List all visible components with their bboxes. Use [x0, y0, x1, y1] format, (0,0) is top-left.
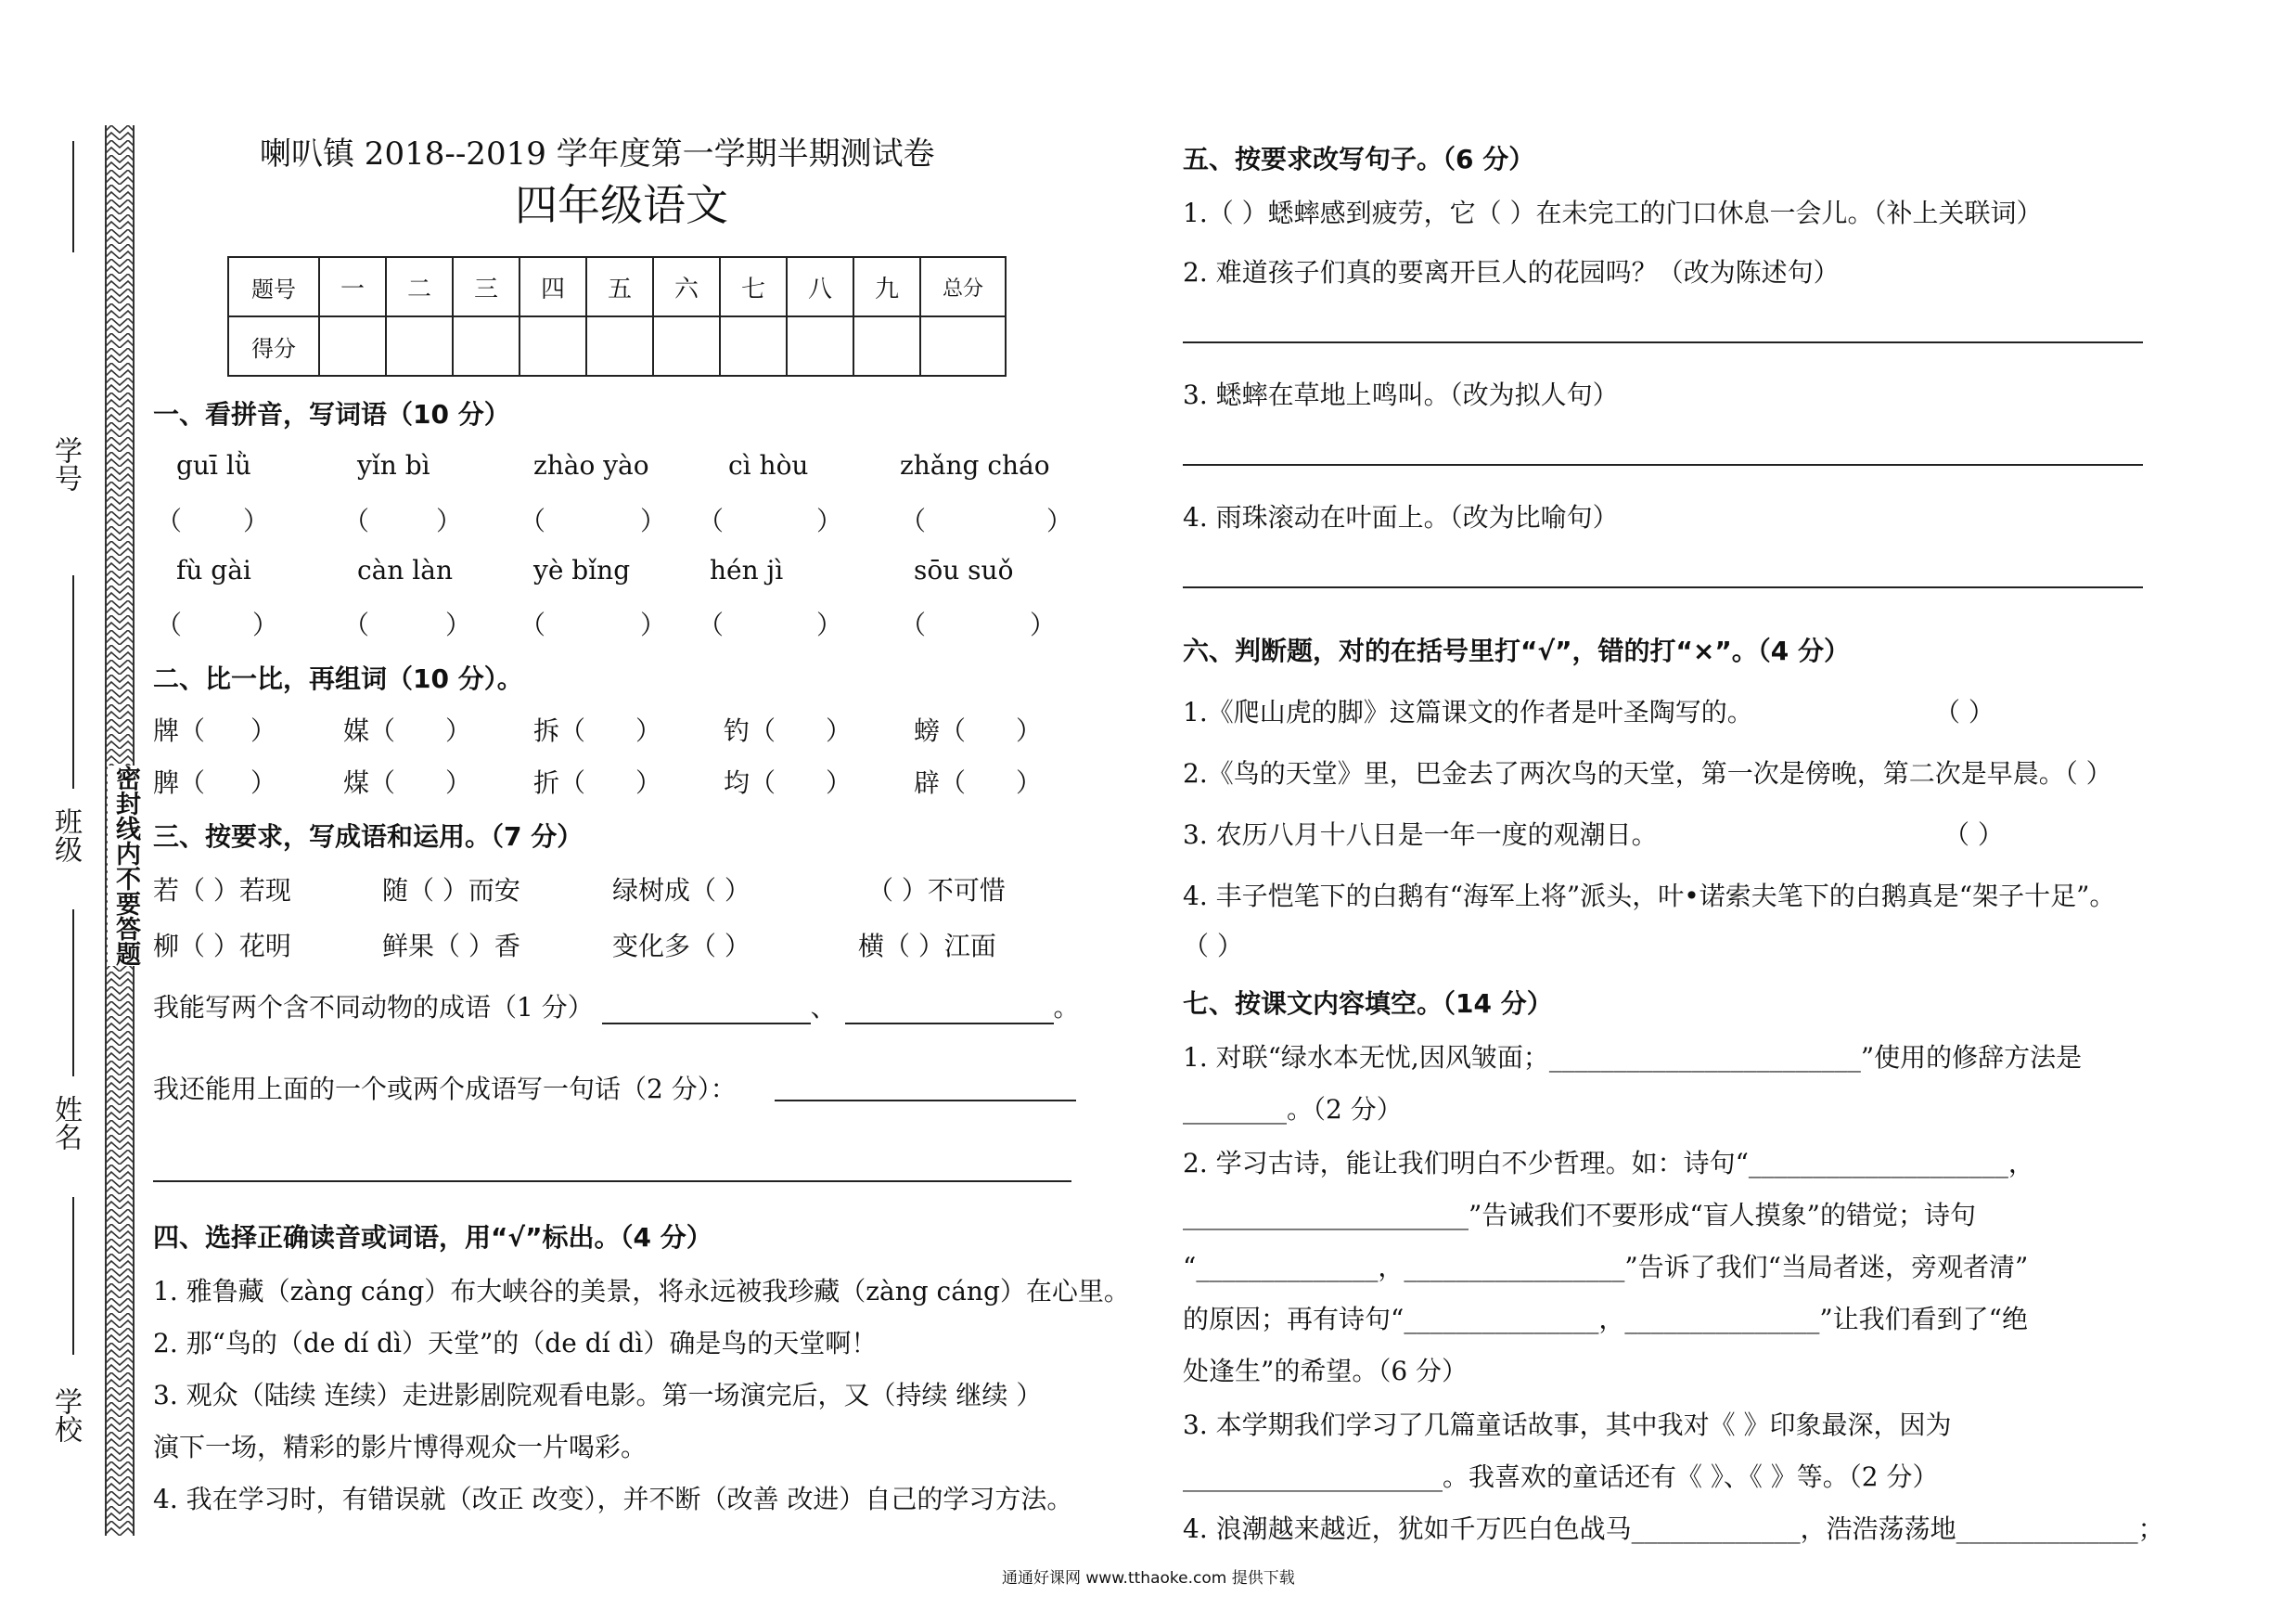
- score-cell: 三: [453, 257, 519, 316]
- section-6-heading: 六、判断题，对的在括号里打“√”，错的打“×”。（4 分）: [1183, 636, 1850, 666]
- idiom-item[interactable]: 若（ ）若现: [153, 875, 291, 906]
- answer-paren-open: （: [343, 506, 370, 536]
- char-compare-close[interactable]: ）: [445, 767, 472, 798]
- answer-paren-open: （: [519, 610, 546, 640]
- section-3-heading: 三、按要求，写成语和运用。（7 分）: [153, 821, 584, 852]
- answer-paren-close[interactable]: ）: [640, 610, 667, 640]
- choice-item[interactable]: 1. 雅鲁藏（zàng cáng）布大峡谷的美景，将永远被我珍藏（zàng cáng）在心里。: [153, 1276, 1130, 1307]
- idiom-sentence-blank-2[interactable]: [153, 1180, 1071, 1182]
- char-compare-close[interactable]: ）: [1016, 767, 1043, 798]
- rewrite-item: 2. 难道孩子们真的要离开巨人的花园吗？（改为陈述句）: [1183, 257, 1840, 288]
- idiom-animal-prompt: [153, 987, 1080, 1024]
- judge-item: 1.《爬山虎的脚》这篇课文的作者是叶圣陶写的。: [1183, 697, 1753, 727]
- pinyin: hén jì: [710, 555, 784, 586]
- fill-item[interactable]: 1. 对联“绿水本无忧,因风皱面；________________________”使用的修辞方法是: [1183, 1042, 2083, 1073]
- answer-paren-close[interactable]: ）: [640, 506, 667, 536]
- fill-item[interactable]: ____________________。我喜欢的童话还有《 》、《 》等。（2 分）: [1183, 1461, 1939, 1492]
- margin-label-xuexiao: 学校: [49, 1387, 82, 1443]
- fill-item[interactable]: “______________，_________________”告诉了我们“当局者迷，旁观者清”: [1183, 1252, 2029, 1282]
- score-cell: 九: [853, 257, 920, 316]
- score-input-cell[interactable]: [920, 316, 1006, 376]
- score-input-cell[interactable]: [653, 316, 720, 376]
- char-compare-close[interactable]: ）: [635, 715, 662, 746]
- answer-paren-open: （: [519, 506, 546, 536]
- char-compare-item: 牌（: [153, 715, 206, 746]
- answer-paren-open: （: [698, 610, 725, 640]
- pinyin: sōu suǒ: [914, 555, 1014, 586]
- idiom-item[interactable]: 变化多（ ）: [612, 931, 750, 961]
- section-4-heading: 四、选择正确读音或词语，用“√”标出。（4 分）: [153, 1222, 712, 1253]
- pinyin: guī lǜ: [176, 450, 251, 481]
- answer-paren-open: （: [698, 506, 725, 536]
- char-compare-item: 辟（: [914, 767, 967, 798]
- pinyin: yè bǐng: [533, 555, 631, 586]
- score-input-cell[interactable]: [519, 316, 586, 376]
- judge-answer-paren[interactable]: （ ）: [1934, 697, 1995, 727]
- section-5-heading: 五、按要求改写句子。（6 分）: [1183, 144, 1535, 174]
- fill-item[interactable]: ______________________”告诫我们不要形成“盲人摸象”的错觉；诗句: [1183, 1200, 1976, 1230]
- pinyin: zhào yào: [533, 450, 649, 481]
- char-compare-close[interactable]: ）: [826, 767, 853, 798]
- fill-item[interactable]: 2. 学习古诗，能让我们明白不少哲理。如：诗句“____________________，: [1183, 1148, 2034, 1178]
- idiom-item[interactable]: （ ）不可惜: [867, 875, 1006, 906]
- choice-item[interactable]: 2. 那“鸟的（de dí dì）天堂”的（de dí dì）确是鸟的天堂啊！: [153, 1328, 878, 1358]
- pinyin: cì hòu: [728, 450, 809, 481]
- section-2-heading: 二、比一比，再组词（10 分）。: [153, 663, 523, 694]
- margin-line-4: [72, 1197, 74, 1355]
- idiom-item[interactable]: 横（ ）江面: [858, 931, 996, 961]
- answer-paren-open: （: [156, 610, 183, 640]
- score-cell-label: 题号: [228, 257, 319, 316]
- idiom-animal-blank-1[interactable]: [602, 997, 811, 1024]
- score-table: [227, 256, 1007, 377]
- score-cell: 八: [787, 257, 853, 316]
- answer-paren-close[interactable]: ）: [816, 506, 843, 536]
- answer-paren-close[interactable]: ）: [1030, 610, 1057, 640]
- char-compare-item: 脾（: [153, 767, 206, 798]
- answer-paren-close[interactable]: ）: [243, 506, 270, 536]
- idiom-animal-label: 我能写两个含不同动物的成语（1 分）: [153, 992, 594, 1023]
- score-cell: 六: [653, 257, 720, 316]
- judge-answer-paren[interactable]: （ ）: [1183, 931, 1243, 961]
- score-row-label: 得分: [228, 316, 319, 376]
- idiom-item[interactable]: 绿树成（ ）: [612, 875, 750, 906]
- char-compare-close[interactable]: ）: [635, 767, 662, 798]
- choice-item[interactable]: 3. 观众（陆续 连续）走进影剧院观看电影。第一场演完后，又（持续 继续 ）: [153, 1380, 1043, 1410]
- margin-label-xingming: 姓名: [49, 1095, 82, 1151]
- answer-paren-close[interactable]: ）: [252, 610, 279, 640]
- score-input-cell[interactable]: [319, 316, 386, 376]
- char-compare-item: 钓（: [724, 715, 776, 746]
- choice-item[interactable]: 4. 我在学习时，有错误就（改正 改变），并不断（改善 改进）自己的学习方法。: [153, 1484, 1073, 1514]
- fill-item[interactable]: 4. 浪潮越来越近，犹如千万匹白色战马_____________，浩浩荡荡地______________；: [1183, 1513, 2164, 1544]
- period: 。: [1053, 992, 1080, 1023]
- score-input-cell[interactable]: [386, 316, 453, 376]
- fill-item: 处逢生”的希望。（6 分）: [1183, 1356, 1469, 1386]
- char-compare-item: 媒（: [343, 715, 396, 746]
- section-7-heading: 七、按课文内容填空。（14 分）: [1183, 988, 1553, 1019]
- rewrite-answer-line[interactable]: [1183, 586, 2143, 588]
- char-compare-item: 拆（: [533, 715, 586, 746]
- answer-paren-open: （: [900, 506, 927, 536]
- rewrite-item[interactable]: 1.（ ）蟋蟀感到疲劳，它（ ）在未完工的门口休息一会儿。（补上关联词）: [1183, 198, 2043, 228]
- score-input-cell[interactable]: [787, 316, 853, 376]
- answer-paren-close[interactable]: ）: [816, 610, 843, 640]
- margin-line-1: [72, 141, 74, 252]
- fill-item[interactable]: 的原因；再有诗句“_______________，_______________”让我们看到了“绝: [1183, 1304, 2028, 1334]
- char-compare-close[interactable]: ）: [826, 715, 853, 746]
- idiom-sentence-prompt: 我还能用上面的一个或两个成语写一句话（2 分）：: [153, 1074, 737, 1104]
- fill-item[interactable]: 3. 本学期我们学习了几篇童话故事，其中我对《 》印象最深，因为: [1183, 1410, 1952, 1440]
- idiom-animal-blank-2[interactable]: [845, 997, 1054, 1024]
- judge-item: 4. 丰子恺笔下的白鹅有“海军上将”派头，叶•诺索夫笔下的白鹅真是“架子十足”。: [1183, 881, 2116, 911]
- rewrite-item: 4. 雨珠滚动在叶面上。（改为比喻句）: [1183, 502, 1619, 533]
- rewrite-item: 3. 蟋蟀在草地上鸣叫。（改为拟人句）: [1183, 380, 1619, 410]
- judge-answer-paren[interactable]: （ ）: [1943, 819, 2004, 850]
- judge-item: 3. 农历八月十八日是一年一度的观潮日。: [1183, 819, 1658, 850]
- char-compare-close[interactable]: ）: [250, 715, 277, 746]
- score-input-cell[interactable]: [720, 316, 787, 376]
- margin-line-3: [72, 909, 74, 1076]
- score-cell: 一: [319, 257, 386, 316]
- page-title: 喇叭镇 2018--2019 学年度第一学期半期测试卷: [260, 135, 935, 173]
- rewrite-answer-line[interactable]: [1183, 464, 2143, 466]
- section-1-heading: 一、看拼音，写词语（10 分）: [153, 399, 510, 430]
- char-compare-close[interactable]: ）: [250, 767, 277, 798]
- char-compare-item: 螃（: [914, 715, 967, 746]
- char-compare-close[interactable]: ）: [1016, 715, 1043, 746]
- page-subtitle: 四年级语文: [515, 180, 728, 230]
- answer-paren-close[interactable]: ）: [1046, 506, 1073, 536]
- score-cell-total: 总分: [920, 257, 1006, 316]
- idiom-item[interactable]: 随（ ）而安: [382, 875, 520, 906]
- pinyin: yǐn bì: [357, 450, 430, 481]
- judge-item[interactable]: 2.《鸟的天堂》里，巴金去了两次鸟的天堂，第一次是傍晚，第二次是早晨。（ ）: [1183, 758, 2112, 789]
- char-compare-item: 煤（: [343, 767, 396, 798]
- score-input-cell[interactable]: [853, 316, 920, 376]
- char-compare-item: 折（: [533, 767, 586, 798]
- score-cell: 二: [386, 257, 453, 316]
- answer-paren-close[interactable]: ）: [445, 610, 472, 640]
- choice-item-continued: 演下一场，精彩的影片博得观众一片喝彩。: [153, 1432, 648, 1462]
- idiom-item[interactable]: 鲜果（ ）香: [382, 931, 520, 961]
- score-cell: 五: [586, 257, 653, 316]
- score-input-cell[interactable]: [586, 316, 653, 376]
- idiom-item[interactable]: 柳（ ）花明: [153, 931, 291, 961]
- answer-paren-open: （: [900, 610, 927, 640]
- pinyin: fù gài: [176, 555, 251, 586]
- footer-source: 通通好课网 www.tthaoke.com 提供下载: [1002, 1569, 1295, 1588]
- seal-warning-text: 密封线内不要答题: [108, 766, 144, 966]
- score-input-cell[interactable]: [453, 316, 519, 376]
- answer-paren-open: （: [156, 506, 183, 536]
- fill-item[interactable]: ________。（2 分）: [1183, 1094, 1403, 1125]
- idiom-sentence-blank-1[interactable]: [775, 1100, 1076, 1101]
- char-compare-item: 均（: [724, 767, 776, 798]
- score-cell: 四: [519, 257, 586, 316]
- pinyin: zhǎng cháo: [900, 450, 1050, 481]
- pinyin: càn làn: [357, 555, 453, 586]
- score-cell: 七: [720, 257, 787, 316]
- answer-paren-open: （: [343, 610, 370, 640]
- rewrite-answer-line[interactable]: [1183, 341, 2143, 343]
- margin-line-2: [72, 575, 74, 789]
- char-compare-close[interactable]: ）: [445, 715, 472, 746]
- separator: 、: [810, 992, 837, 1023]
- answer-paren-close[interactable]: ）: [436, 506, 463, 536]
- margin-label-banji: 班级: [49, 807, 82, 863]
- margin-label-xuehao: 学号: [49, 436, 82, 492]
